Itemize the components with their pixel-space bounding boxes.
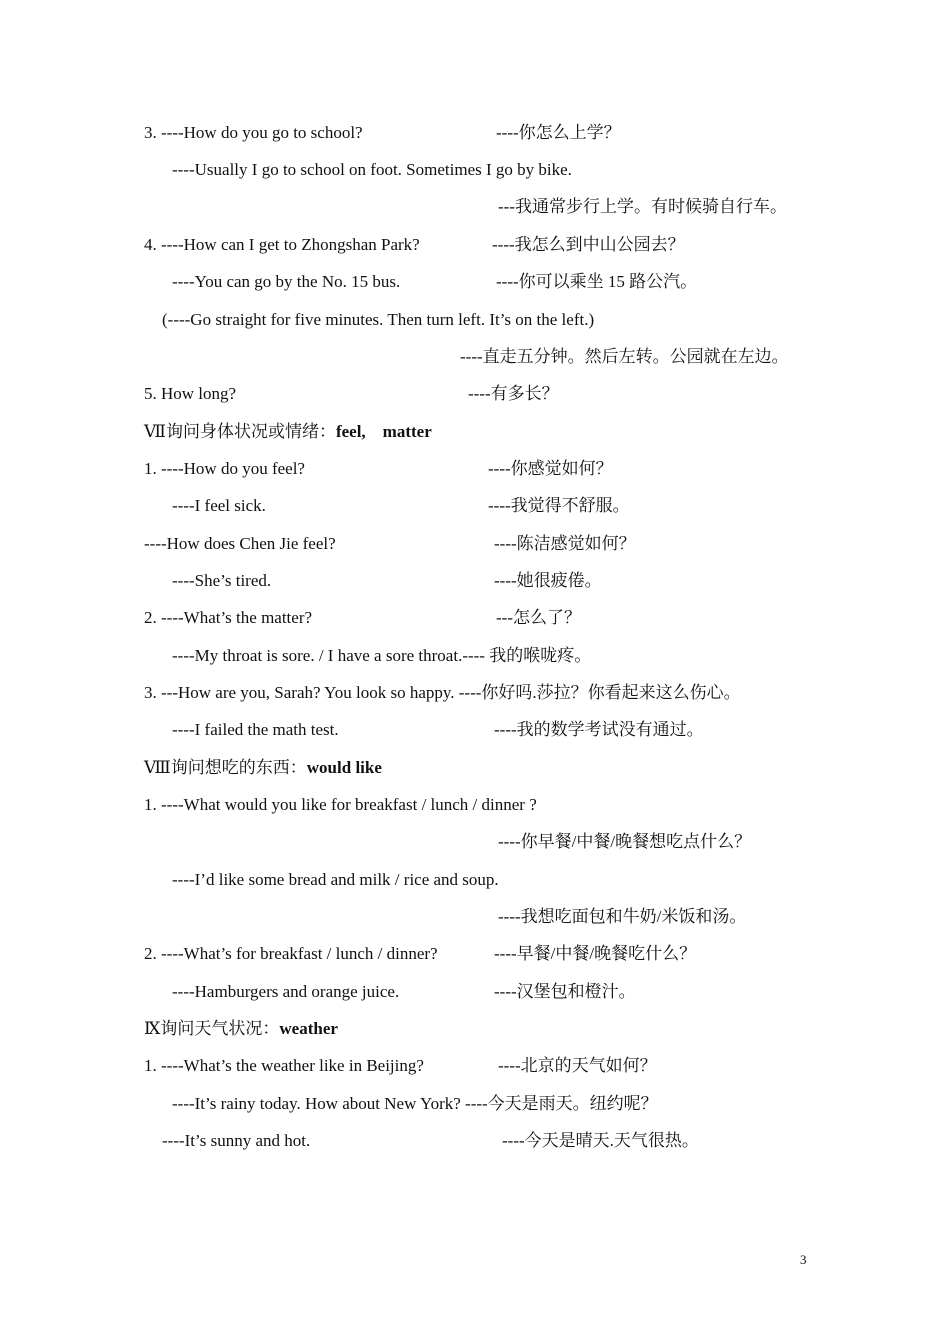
page-number: 3 [800, 1252, 807, 1267]
question-en: 1. ----How do you feel? [144, 459, 305, 478]
question-zh: ----陈洁感觉如何？ [494, 534, 636, 553]
question-zh: ----你怎么上学？ [496, 123, 621, 142]
question-en: ----How does Chen Jie feel? [144, 534, 336, 553]
answer-line: ----My throat is sore. / I have a sore throat.---- 我的喉咙疼。 [172, 646, 592, 665]
question-en: 4. ----How can I get to Zhongshan Park? [144, 235, 420, 254]
answer-zh: ----我的数学考试没有通过。 [494, 720, 704, 739]
section-keywords: feel, matter [335, 422, 432, 441]
question-zh: ----你感觉如何？ [488, 459, 613, 478]
section-heading-text: Ⅶ询问身体状况或情绪： [144, 422, 336, 441]
answer-zh: ----直走五分钟。然后左转。公园就在左边。 [460, 347, 789, 366]
section-keywords: would like [306, 758, 382, 777]
question-zh: ----我怎么到中山公园去？ [492, 235, 685, 254]
section-heading [144, 758, 382, 778]
answer-zh: ----我觉得不舒服。 [488, 496, 630, 515]
section-heading-text: Ⅷ询问想吃的东西： [144, 758, 307, 777]
answer-zh: ---我通常步行上学。有时候骑自行车。 [498, 197, 787, 216]
answer-zh: ----汉堡包和橙汁。 [494, 982, 636, 1001]
answer-en: ----You can go by the No. 15 bus. [172, 272, 401, 291]
question-zh: ----北京的天气如何？ [498, 1056, 657, 1075]
question-en: 2. ----What’s the matter? [144, 608, 313, 627]
question-en: 5. How long? [144, 384, 237, 403]
question-en: 2. ----What’s for breakfast / lunch / dinner? [144, 944, 438, 963]
answer-en: (----Go straight for five minutes. Then turn left. It’s on the left.) [162, 310, 595, 329]
question-zh: ----早餐/中餐/晚餐吃什么？ [494, 944, 697, 963]
section-heading [144, 1019, 338, 1039]
question-line: 3. ---How are you, Sarah? You look so happy. ----你好吗.莎拉？你看起来这么伤心。 [144, 683, 741, 702]
question-en: 1. ----What’s the weather like in Beijing? [144, 1056, 424, 1075]
question-en: 3. ----How do you go to school? [144, 123, 363, 142]
answer-en: ----I failed the math test. [172, 720, 339, 739]
answer-zh: ----今天是晴天.天气很热。 [502, 1131, 699, 1150]
answer-en: ----I feel sick. [172, 496, 266, 515]
answer-zh: ----我想吃面包和牛奶/米饭和汤。 [498, 907, 747, 926]
answer-en: ----She’s tired. [172, 571, 272, 590]
section-keywords: weather [279, 1019, 338, 1038]
section-heading [144, 422, 432, 442]
answer-line: ----It’s rainy today. How about New York? ----今天是雨天。纽约呢？ [172, 1094, 658, 1113]
question-zh: ----有多长？ [468, 384, 559, 403]
answer-en: ----It’s sunny and hot. [162, 1131, 311, 1150]
answer-zh: ----你可以乘坐 15 路公汽。 [496, 272, 698, 291]
answer-en: ----Hamburgers and orange juice. [172, 982, 400, 1001]
question-zh: ---怎么了？ [496, 608, 581, 627]
answer-en: ----I’d like some bread and milk / rice and soup. [172, 870, 499, 889]
question-zh: ----你早餐/中餐/晚餐想吃点什么？ [498, 832, 752, 851]
question-en: 1. ----What would you like for breakfast / lunch / dinner ? [144, 795, 537, 814]
answer-zh: ----她很疲倦。 [494, 571, 602, 590]
answer-en: ----Usually I go to school on foot. Sometimes I go by bike. [172, 160, 572, 179]
section-heading-text: Ⅸ询问天气状况： [144, 1019, 280, 1038]
